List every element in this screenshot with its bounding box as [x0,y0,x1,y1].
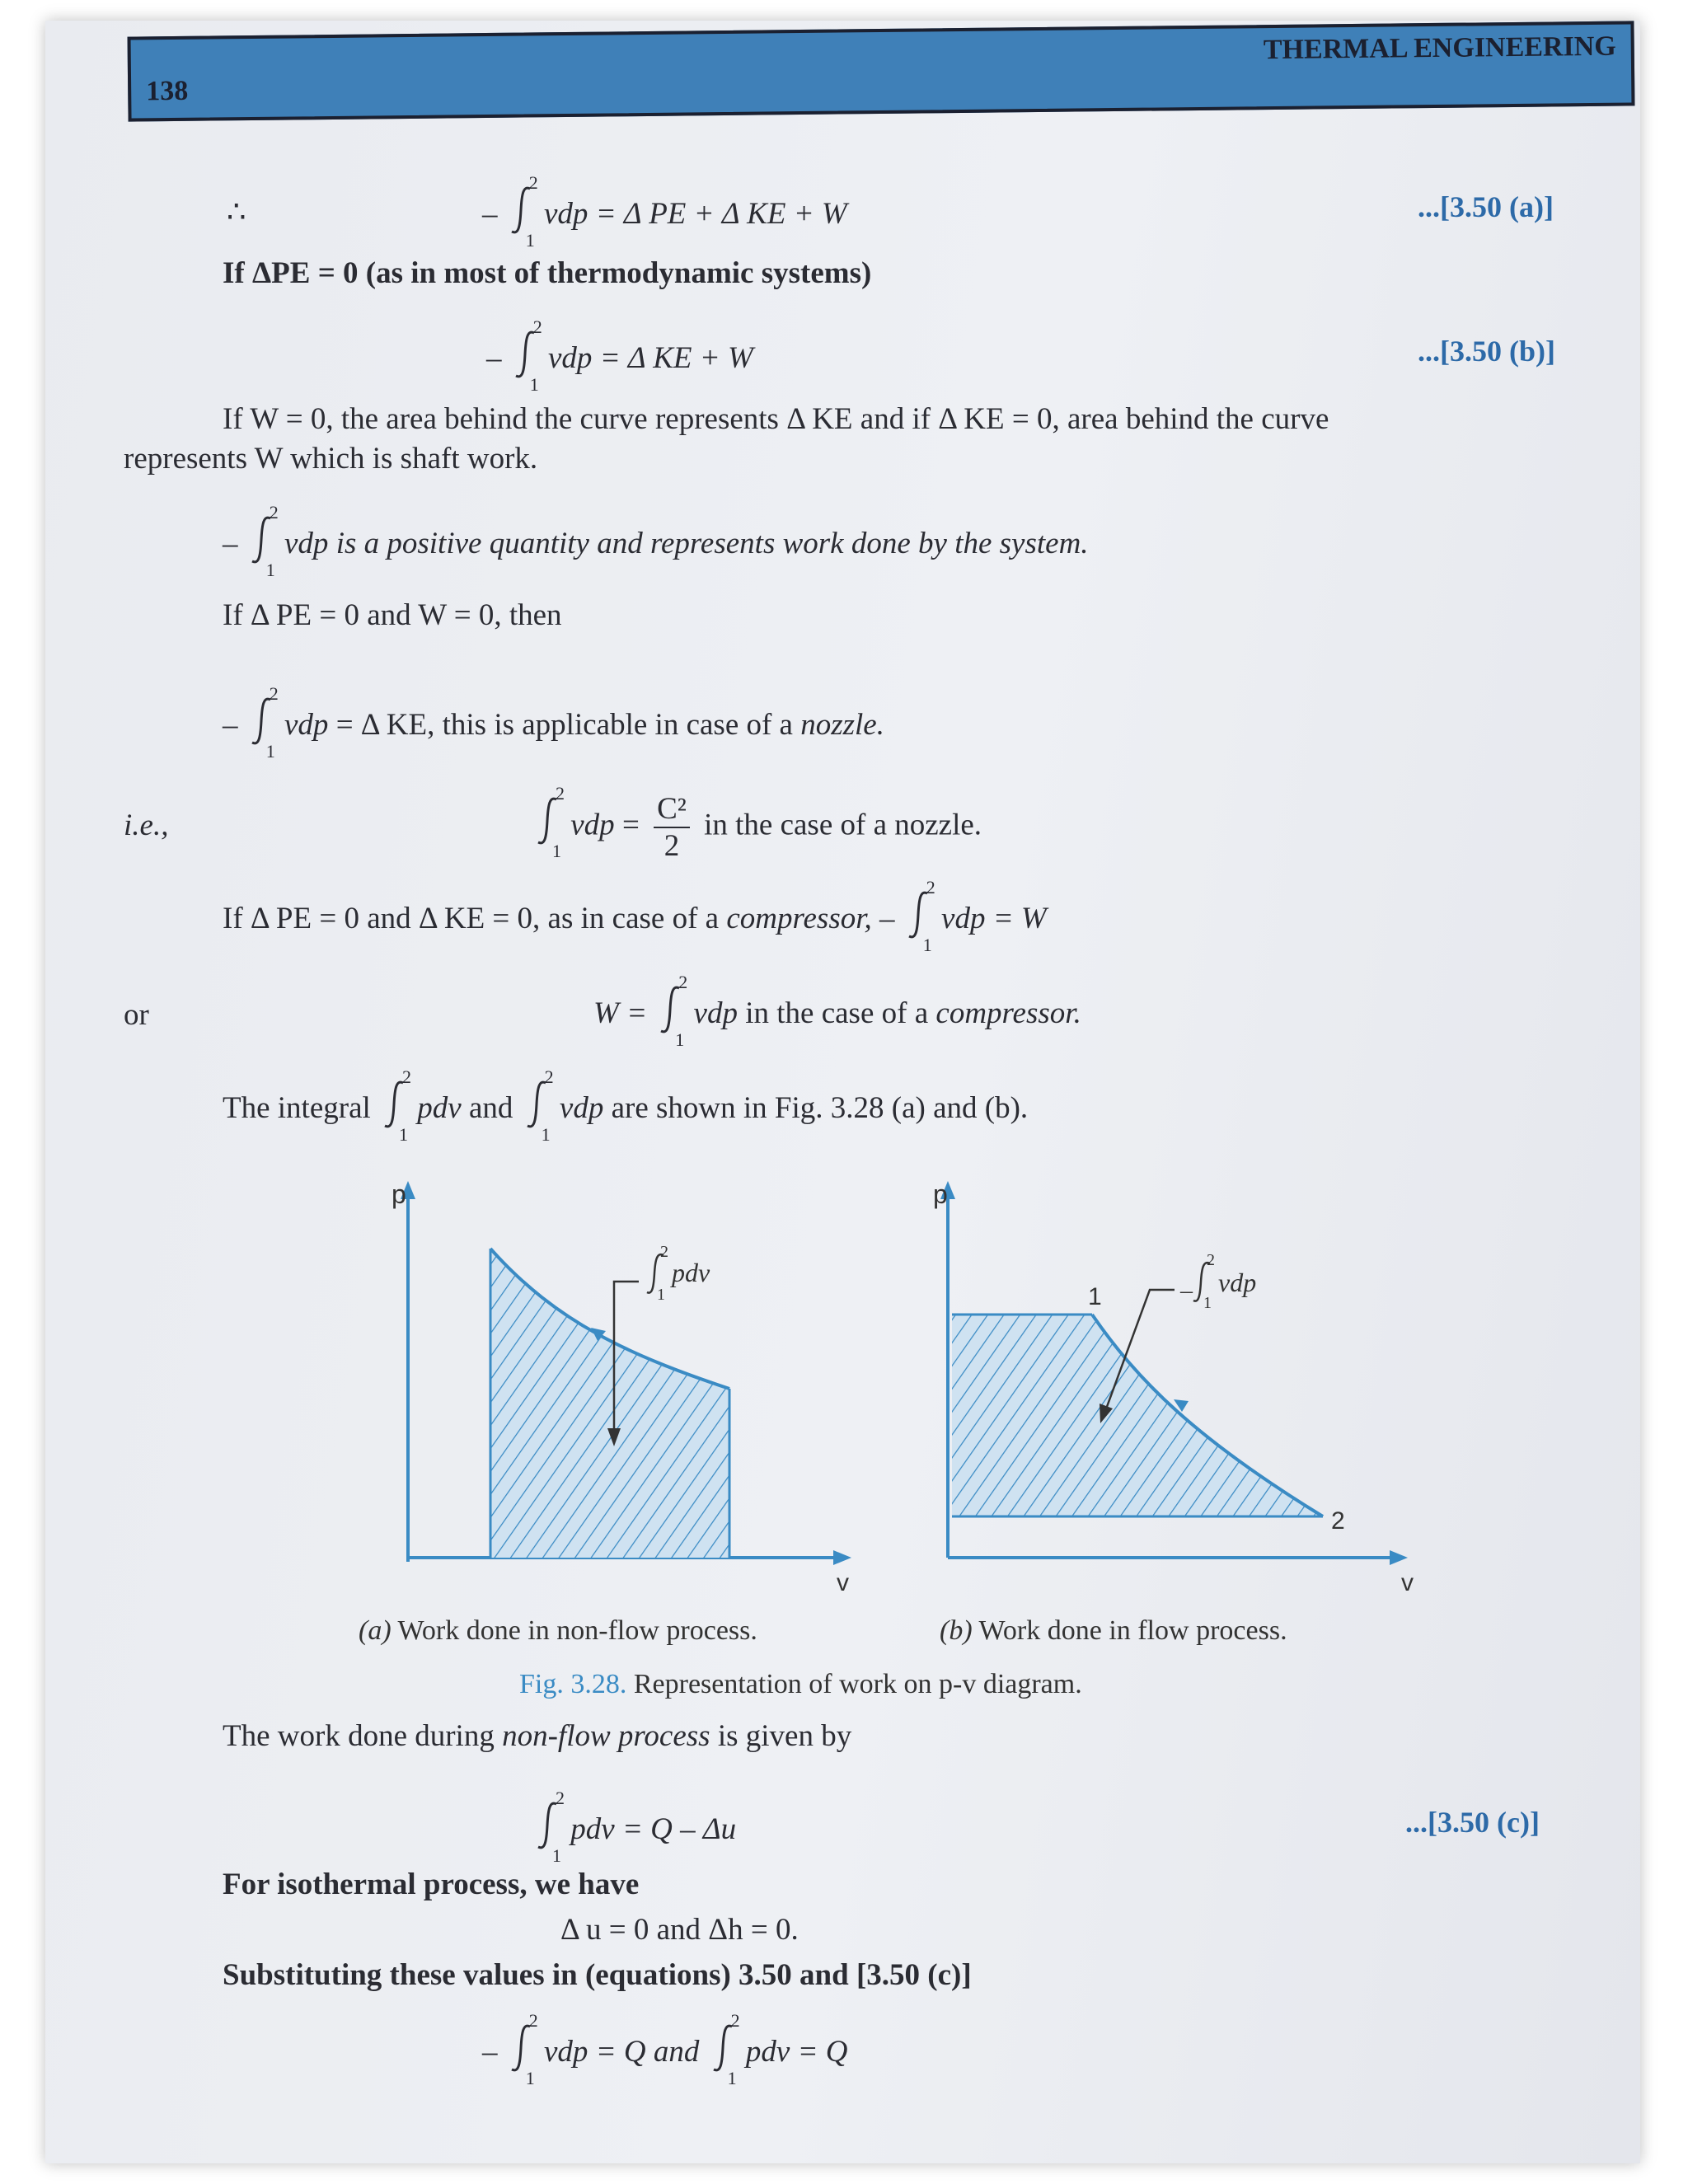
lower-limit: 1 [265,741,275,762]
nozzle-word: nozzle. [800,708,884,742]
integral-sign [532,1788,565,1866]
nozzle-velocity-equation [532,783,982,864]
caption-b-text: Work done in flow process. [978,1615,1287,1646]
integral-sign [505,2010,538,2088]
integral-sign [654,972,688,1050]
integral-sign [532,783,565,862]
upper-limit: 2 [730,2010,740,2031]
integral-sign [246,502,279,580]
substituting-line: Substituting these values in (equations) 3.50 and [3.50 (c)] [223,1958,972,1992]
caption-a-tag: (a) [359,1615,392,1646]
page-header [128,21,1635,121]
v-axis-label: v [837,1569,849,1596]
integrand: vdp [693,996,738,1030]
integral-label: vdp [1218,1268,1257,1297]
p-axis-label: p [933,1179,948,1209]
caption-a [359,1615,757,1647]
integrand: vdp [284,708,329,742]
final-equation [482,2010,848,2088]
equation-ref-b: ...[3.50 (b)] [1418,335,1555,368]
nonflow-post: is given by [717,1719,852,1753]
integrand: vdp [570,808,615,842]
compressor-word: compressor, [726,902,872,935]
integral-sign [509,316,542,395]
p-axis-label: p [392,1179,406,1209]
caption-b-tag: (b) [940,1615,973,1646]
integral-label: pdv [672,1258,710,1287]
compressor-rhs: = W [992,902,1047,935]
isothermal-condition: Δ u = 0 and Δh = 0. [560,1913,799,1947]
lower-limit: 1 [399,1124,409,1145]
integral-sign [521,1066,554,1145]
ie-label: i.e., [124,808,169,842]
upper-limit: 2 [556,783,565,804]
integrand: vdp [941,902,986,935]
nonflow-word: non-flow process [502,1719,710,1753]
compressor-word: compressor. [935,996,1081,1030]
integrand-vdp: vdp [544,2035,588,2069]
integrand-pdv: pdv [745,2035,790,2069]
point-1-label: 1 [1088,1283,1102,1310]
upper-limit: 2 [528,2010,538,2031]
v-axis-arrow [1390,1550,1408,1565]
v-axis-label: v [1401,1569,1414,1596]
upper-limit: 2 [1207,1251,1215,1269]
nozzle-rhs: = Δ KE, this is applicable in case of a [335,708,793,742]
equals-sign: = [621,808,640,842]
integrand: pdv [570,1812,615,1846]
equation-ref-a: ...[3.50 (a)] [1418,190,1554,223]
v-axis-arrow [833,1550,851,1565]
lower-limit: 1 [265,560,275,580]
minus-sign: – [486,341,502,375]
integral-sign [707,2010,740,2088]
caption-a-text: Work done in non-flow process. [397,1615,757,1646]
therefore-symbol: ∴ [227,195,246,229]
condition-pe-w-zero: If Δ PE = 0 and W = 0, then [223,598,562,632]
integrand-vdp: vdp [559,1091,604,1125]
lower-limit: 1 [541,1124,551,1145]
fraction-denominator: 2 [663,829,680,863]
lower-limit: 1 [525,2068,535,2088]
figure-b-pv-diagram [882,1166,1475,1628]
integrand: vdp [548,341,593,375]
final-rhs: = Q [797,2035,848,2069]
lower-limit: 1 [529,374,539,395]
lower-limit: 1 [922,935,932,955]
integral-sign [903,877,935,955]
paragraph-line-1: If W = 0, the area behind the curve represents Δ KE and if Δ KE = 0, area behind the curve [223,402,1329,436]
paragraph-line-2: represents W which is shaft work. [124,442,538,476]
minus-sign: – [879,902,895,935]
positive-quantity-line [223,502,1089,580]
page-number: 138 [146,75,189,107]
lower-limit: 1 [552,1845,561,1866]
nozzle-case-text: in the case of a nozzle. [704,808,982,842]
lower-limit: 1 [657,1286,665,1304]
upper-limit: 2 [402,1066,412,1087]
lower-limit: 1 [727,2068,737,2088]
upper-limit: 2 [528,172,538,193]
integrand: vdp [544,197,588,231]
figure-a-pv-diagram [317,1166,911,1628]
point-2-label: 2 [1331,1507,1345,1535]
minus-sign: – [482,2035,498,2069]
book-page [45,21,1640,2163]
minus-sign: – [223,527,238,560]
sentence-start: The integral [223,1091,371,1125]
hatching [490,1249,729,1558]
isothermal-line: For isothermal process, we have [223,1868,640,1901]
minus-sign: – [482,197,498,231]
integral-sentence [223,1066,1029,1145]
book-title: THERMAL ENGINEERING [1263,30,1616,66]
equation-rhs: = Δ PE + Δ KE + W [595,197,847,231]
fraction [654,791,690,864]
final-mid: = Q and [595,2035,700,2069]
hatching [952,1315,1323,1516]
lower-limit: 1 [1203,1294,1212,1312]
fraction-numerator: C² [654,791,690,828]
equation-3-50-c [532,1788,737,1866]
lower-limit: 1 [675,1029,685,1050]
compressor-work-equation [593,972,1081,1050]
equation-3-50-b [486,316,753,395]
upper-limit: 2 [532,316,542,337]
caption-b [940,1615,1287,1647]
minus-sign: – [1180,1277,1193,1304]
upper-limit: 2 [556,1788,565,1808]
upper-limit: 2 [660,1243,668,1261]
positive-text: is a positive quantity and represents work done by the system. [335,527,1089,560]
lower-limit: 1 [525,230,535,251]
condition-text: If Δ PE = 0 and Δ KE = 0, as in case of a [223,902,720,935]
condition-delta-pe-zero: If ΔPE = 0 (as in most of thermodynamic systems) [223,256,872,290]
work-lhs: W = [593,996,648,1030]
integral-sign [246,683,279,762]
lower-limit: 1 [552,841,561,862]
nonflow-pre: The work done during [223,1719,495,1753]
upper-limit: 2 [544,1066,554,1087]
integrand-pdv: pdv [417,1091,462,1125]
integral-sign [505,172,538,251]
upper-limit: 2 [926,877,935,898]
upper-limit: 2 [269,502,279,523]
figure-title: Representation of work on p-v diagram. [633,1669,1082,1699]
integrand: vdp [284,527,329,560]
or-label: or [124,998,149,1032]
figure-label: Fig. 3.28. [519,1669,627,1699]
equation-rhs: = Δ KE + W [599,341,753,375]
upper-limit: 2 [678,972,688,992]
integral-sign [378,1066,412,1145]
equation-3-50-a [482,172,847,251]
compressor-condition [223,877,1047,955]
sentence-end: are shown in Fig. 3.28 (a) and (b). [611,1091,1029,1125]
figure-caption [519,1669,1082,1700]
and-word: and [468,1091,513,1125]
nonflow-sentence [223,1718,851,1754]
equation-ref-c: ...[3.50 (c)] [1405,1806,1540,1839]
compressor-case-text: in the case of a [745,996,929,1030]
nozzle-equation [223,683,884,762]
upper-limit: 2 [269,683,279,704]
equation-rhs: = Q – Δu [621,1812,737,1846]
minus-sign: – [223,708,238,742]
